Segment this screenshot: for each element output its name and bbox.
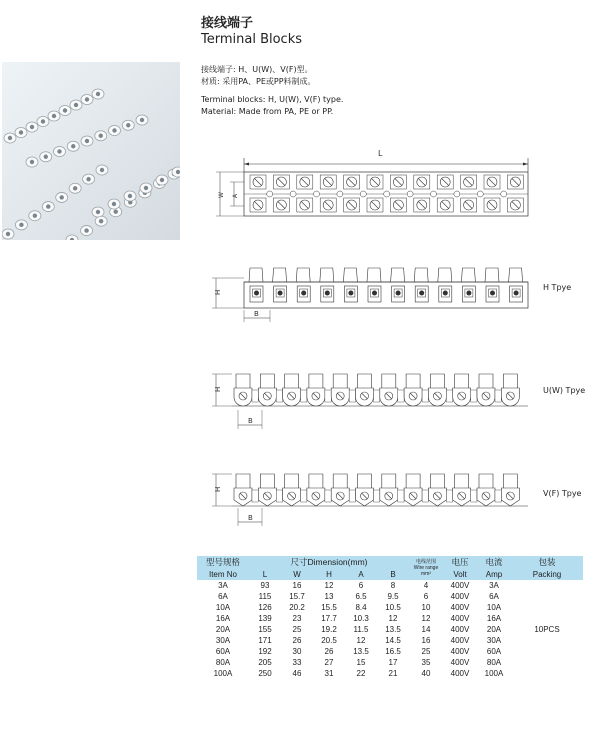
table-cell: 12 xyxy=(421,614,431,623)
table-cell: 27 xyxy=(324,658,334,667)
table-cell: 16A xyxy=(486,614,502,623)
table-cell: 20A xyxy=(486,625,502,634)
table-cell: 15 xyxy=(356,658,366,667)
table-cell: 25 xyxy=(292,625,302,634)
table-cell: 16 xyxy=(292,581,302,590)
table-cell: 13.5 xyxy=(385,625,401,634)
table-cell: 60A xyxy=(215,647,231,656)
h-type-diagram xyxy=(210,262,540,328)
dim-label-b-utype: B xyxy=(248,417,253,425)
table-cell: 8.4 xyxy=(355,603,367,612)
header-item: 型号规格 xyxy=(197,556,249,569)
table-cell: 93 xyxy=(260,581,270,590)
table-cell: 4 xyxy=(423,581,429,590)
table-cell: 16.5 xyxy=(385,647,401,656)
header-volt: 电压 xyxy=(443,556,477,569)
desc-material-en: Material: Made from PA, PE or PP. xyxy=(201,107,334,116)
header-col-a: A xyxy=(345,569,377,580)
table-cell: 400V xyxy=(450,625,470,634)
table-cell: 400V xyxy=(450,669,470,678)
table-cell: 139 xyxy=(258,614,272,623)
table-cell: 14.5 xyxy=(385,636,401,645)
table-cell: 6A xyxy=(218,592,228,601)
table-cell: 400V xyxy=(450,603,470,612)
table-cell: 6 xyxy=(358,581,364,590)
table-cell: 192 xyxy=(258,647,272,656)
table-cell: 17.7 xyxy=(321,614,337,623)
table-cell: 20.5 xyxy=(321,636,337,645)
table-cell: 22 xyxy=(356,669,366,678)
table-cell: 46 xyxy=(292,669,302,678)
table-cell: 40 xyxy=(421,669,431,678)
top-view-diagram xyxy=(210,142,540,224)
header-packing-en: Packing xyxy=(511,569,583,580)
desc-type-cn: 接线端子: H、U(W)、V(F)型。 xyxy=(201,65,313,74)
dim-label-w: W xyxy=(218,192,225,198)
table-cell: 115 xyxy=(258,592,272,601)
table-cell: 20.2 xyxy=(289,603,305,612)
table-cell: 8 xyxy=(390,581,396,590)
table-cell: 80A xyxy=(215,658,231,667)
table-cell: 171 xyxy=(258,636,272,645)
table-cell: 10 xyxy=(421,603,431,612)
table-cell: 6 xyxy=(423,592,429,601)
dim-label-l: L xyxy=(378,149,383,158)
table-cell: 250 xyxy=(258,669,272,678)
table-row xyxy=(197,580,583,591)
table-cell: 10.5 xyxy=(385,603,401,612)
dim-label-a: A xyxy=(232,193,239,198)
table-cell: 155 xyxy=(258,625,272,634)
dim-label-h-vtype: H xyxy=(214,486,222,492)
table-cell: 12 xyxy=(324,581,334,590)
label-v-type: V(F) Tpye xyxy=(543,489,582,498)
label-u-type: U(W) Tpye xyxy=(543,386,586,395)
table-cell: 10.3 xyxy=(353,614,369,623)
table-cell: 13 xyxy=(324,592,334,601)
title-en: Terminal Blocks xyxy=(201,32,303,47)
table-cell: 19.2 xyxy=(321,625,337,634)
header-col-l: L xyxy=(249,569,281,580)
table-cell: 26 xyxy=(324,647,334,656)
dim-label-b-vtype: B xyxy=(248,514,253,522)
table-cell: 25 xyxy=(421,647,431,656)
table-cell: 21 xyxy=(388,669,398,678)
table-cell: 30A xyxy=(215,636,231,645)
table-cell: 400V xyxy=(450,614,470,623)
table-cell: 400V xyxy=(450,636,470,645)
desc-type-en: Terminal blocks: H, U(W), V(F) type. xyxy=(201,95,344,104)
packing-cell: 10PCS xyxy=(534,625,560,634)
table-cell: 14 xyxy=(421,625,431,634)
table-cell: 10A xyxy=(486,603,502,612)
table-cell: 12 xyxy=(356,636,366,645)
header-amp: 电流 xyxy=(477,556,511,569)
title-cn: 接线端子 xyxy=(201,16,254,31)
v-type-diagram xyxy=(210,468,540,532)
table-cell: 400V xyxy=(450,592,470,601)
table-cell: 400V xyxy=(450,581,470,590)
table-cell: 20A xyxy=(215,625,231,634)
table-cell: 26 xyxy=(292,636,302,645)
table-cell: 15.7 xyxy=(289,592,305,601)
table-cell: 6.5 xyxy=(355,592,367,601)
dim-label-h-htype: H xyxy=(214,289,222,295)
table-cell: 16A xyxy=(215,614,231,623)
table-cell: 30 xyxy=(292,647,302,656)
table-cell: 3A xyxy=(218,581,228,590)
table-cell: 205 xyxy=(258,658,272,667)
table-cell: 80A xyxy=(486,658,502,667)
table-cell: 16 xyxy=(421,636,431,645)
label-h-type: H Tpye xyxy=(543,283,572,292)
table-cell: 3A xyxy=(489,581,499,590)
header-col-b: B xyxy=(377,569,409,580)
table-cell: 100A xyxy=(484,669,504,678)
table-cell: 17 xyxy=(388,658,398,667)
header-dimension: 尺寸Dimension(mm) xyxy=(249,556,409,569)
table-cell: 11.5 xyxy=(353,625,369,634)
product-photo xyxy=(2,62,180,240)
header-amp-en: Amp xyxy=(477,569,511,580)
table-cell: 126 xyxy=(258,603,272,612)
header-wire: 电线范围 Wire range mm² xyxy=(409,556,443,580)
header-col-h: H xyxy=(313,569,345,580)
table-cell: 13.5 xyxy=(353,647,369,656)
table-cell: 23 xyxy=(292,614,302,623)
dim-label-h-utype: H xyxy=(214,386,222,392)
table-cell: 400V xyxy=(450,647,470,656)
table-cell: 31 xyxy=(324,669,334,678)
table-cell: 35 xyxy=(421,658,431,667)
table-cell: 12 xyxy=(388,614,398,623)
spec-table xyxy=(197,556,583,679)
table-cell: 9.5 xyxy=(387,592,399,601)
table-cell: 33 xyxy=(292,658,302,667)
header-packing: 包装 xyxy=(511,556,583,569)
table-cell: 60A xyxy=(486,647,502,656)
table-cell: 100A xyxy=(213,669,233,678)
table-cell: 6A xyxy=(489,592,499,601)
table-cell: 400V xyxy=(450,658,470,667)
header-volt-en: Volt xyxy=(443,569,477,580)
table-cell: 30A xyxy=(486,636,502,645)
u-type-diagram xyxy=(210,368,540,432)
table-cell: 15.5 xyxy=(321,603,337,612)
dim-label-b-htype: B xyxy=(254,310,259,318)
header-item-en: Item No xyxy=(197,569,249,580)
header-col-w: W xyxy=(281,569,313,580)
table-cell: 10A xyxy=(215,603,231,612)
desc-material-cn: 材质: 采用PA、PE或PP料制成。 xyxy=(201,77,316,86)
